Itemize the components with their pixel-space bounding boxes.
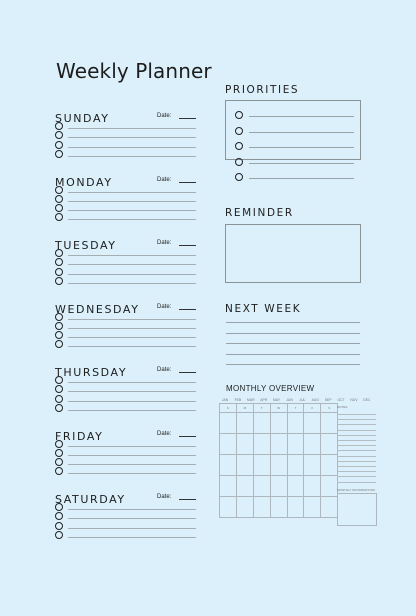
- month-label[interactable]: OCT: [337, 398, 345, 402]
- reminder-box[interactable]: [225, 224, 361, 283]
- checkbox-circle[interactable]: [235, 127, 243, 135]
- task-line[interactable]: [68, 210, 196, 211]
- calendar-day-cell[interactable]: [253, 497, 270, 518]
- note-line[interactable]: [337, 482, 376, 483]
- checkbox-circle[interactable]: [55, 249, 63, 257]
- task-line[interactable]: [68, 473, 196, 474]
- month-label[interactable]: JUL: [299, 398, 306, 402]
- month-label[interactable]: SEP: [324, 398, 332, 402]
- checkbox-circle[interactable]: [55, 385, 63, 393]
- checkbox-circle[interactable]: [55, 258, 63, 266]
- task-line[interactable]: [68, 455, 196, 456]
- task-row: [55, 512, 196, 521]
- calendar-day-cell[interactable]: [220, 455, 237, 476]
- date-label: Date:: [157, 176, 172, 183]
- note-line[interactable]: [337, 450, 376, 451]
- task-line[interactable]: [68, 391, 196, 392]
- note-line[interactable]: [337, 419, 376, 420]
- task-line[interactable]: [68, 346, 196, 347]
- weekday-header: S: [321, 404, 338, 413]
- checkbox-circle[interactable]: [55, 458, 63, 466]
- priority-line[interactable]: [249, 147, 354, 148]
- monthly-info-label: MONTHLY INFORMATIONS: [337, 488, 376, 492]
- checkbox-circle[interactable]: [55, 150, 63, 158]
- day-block: [55, 430, 196, 482]
- priorities-box: [225, 100, 361, 160]
- day-name: WEDNESDAY: [55, 302, 140, 316]
- task-row: [55, 131, 196, 140]
- task-row: [55, 186, 196, 195]
- checkbox-circle[interactable]: [55, 141, 63, 149]
- day-name: SUNDAY: [55, 112, 110, 125]
- task-row: [55, 395, 196, 404]
- task-row: [55, 249, 196, 258]
- priority-line[interactable]: [249, 163, 354, 164]
- calendar-day-cell[interactable]: [270, 497, 287, 518]
- month-label[interactable]: JAN: [221, 398, 229, 402]
- weekday-header: W: [270, 404, 287, 413]
- task-line[interactable]: [68, 382, 196, 383]
- note-line[interactable]: [337, 476, 376, 477]
- task-line[interactable]: [68, 328, 196, 329]
- date-line[interactable]: [179, 309, 196, 310]
- task-line[interactable]: [68, 274, 196, 275]
- task-line[interactable]: [68, 219, 196, 220]
- checkbox-circle[interactable]: [235, 158, 243, 166]
- day-block: [55, 239, 196, 291]
- day-name: TUESDAY: [55, 239, 117, 252]
- date-line[interactable]: [179, 372, 196, 373]
- task-line[interactable]: [68, 192, 196, 193]
- checkbox-circle[interactable]: [55, 204, 63, 212]
- task-line[interactable]: [68, 201, 196, 202]
- next-week-title: NEXT WEEK: [225, 303, 302, 315]
- date-label: Date:: [157, 367, 172, 373]
- priority-row: [235, 173, 354, 182]
- day-name: FRIDAY: [55, 429, 104, 443]
- task-line[interactable]: [68, 528, 196, 529]
- task-row: [55, 122, 196, 131]
- task-row: [55, 195, 196, 204]
- month-label[interactable]: JUN: [286, 398, 293, 402]
- checkbox-circle[interactable]: [55, 213, 63, 221]
- task-line[interactable]: [68, 128, 196, 129]
- checkbox-circle[interactable]: [55, 268, 63, 276]
- monthly-info-box[interactable]: [337, 493, 377, 526]
- task-row: [55, 268, 196, 277]
- calendar-day-cell[interactable]: [287, 455, 304, 476]
- date-label: Date:: [157, 113, 172, 119]
- task-line[interactable]: [68, 156, 196, 157]
- calendar-day-cell[interactable]: [304, 455, 321, 476]
- calendar-day-cell[interactable]: [253, 434, 270, 455]
- checkbox-circle[interactable]: [55, 331, 63, 339]
- task-row: [55, 322, 196, 331]
- calendar-day-cell[interactable]: [270, 434, 287, 455]
- monthly-calendar: [219, 403, 338, 518]
- task-line[interactable]: [68, 446, 196, 447]
- day-block: [55, 366, 196, 418]
- checkbox-circle[interactable]: [55, 449, 63, 457]
- calendar-day-cell[interactable]: [304, 476, 321, 497]
- reminder-title: REMINDER: [225, 207, 294, 219]
- month-label[interactable]: AUG: [311, 398, 319, 402]
- task-row: [55, 258, 196, 267]
- task-line[interactable]: [68, 509, 196, 510]
- priority-line[interactable]: [249, 132, 354, 133]
- calendar-day-cell[interactable]: [253, 476, 270, 497]
- next-week-line[interactable]: [226, 322, 360, 323]
- task-row: [55, 331, 196, 340]
- next-week-line[interactable]: [226, 354, 360, 355]
- calendar-day-cell[interactable]: [236, 434, 253, 455]
- task-line[interactable]: [68, 319, 196, 320]
- task-line[interactable]: [68, 137, 196, 138]
- task-row: [55, 313, 196, 322]
- task-row: [55, 458, 196, 467]
- checkbox-circle[interactable]: [55, 531, 63, 539]
- date-line[interactable]: [179, 436, 196, 437]
- task-row: [55, 141, 196, 150]
- date-line[interactable]: [179, 245, 196, 246]
- weekday-header: F: [304, 404, 321, 413]
- checkbox-circle[interactable]: [55, 522, 63, 530]
- calendar-day-cell[interactable]: [270, 413, 287, 434]
- checkbox-circle[interactable]: [55, 313, 63, 321]
- checkbox-circle[interactable]: [55, 122, 63, 130]
- note-line[interactable]: [337, 414, 376, 415]
- notes-label: NOTES: [337, 405, 348, 409]
- priority-row: [235, 111, 354, 120]
- task-line[interactable]: [68, 147, 196, 148]
- calendar-day-cell[interactable]: [321, 455, 338, 476]
- task-line[interactable]: [68, 283, 196, 284]
- checkbox-circle[interactable]: [55, 195, 63, 203]
- calendar-day-cell[interactable]: [270, 476, 287, 497]
- checkbox-circle[interactable]: [55, 277, 63, 285]
- weekday-header: S: [220, 404, 237, 413]
- note-line[interactable]: [337, 430, 376, 431]
- priority-row: [235, 127, 354, 136]
- calendar-day-cell[interactable]: [253, 413, 270, 434]
- calendar-day-cell[interactable]: [236, 497, 253, 518]
- date-label: Date:: [157, 494, 172, 500]
- task-row: [55, 440, 196, 449]
- priorities-title: PRIORITIES: [225, 84, 300, 96]
- calendar-day-cell[interactable]: [220, 413, 237, 434]
- monthly-overview-title: MONTHLY OVERVIEW: [226, 384, 315, 393]
- date-line[interactable]: [179, 182, 196, 183]
- month-label[interactable]: APR: [260, 398, 268, 402]
- day-name: THURSDAY: [55, 366, 128, 379]
- task-line[interactable]: [68, 410, 196, 411]
- task-line[interactable]: [68, 464, 196, 465]
- calendar-day-cell[interactable]: [270, 455, 287, 476]
- task-row: [55, 150, 196, 159]
- task-row: [55, 340, 196, 349]
- month-label[interactable]: MAY: [273, 398, 281, 402]
- checkbox-circle[interactable]: [55, 467, 63, 475]
- month-label[interactable]: DEC: [363, 398, 371, 402]
- task-line[interactable]: [68, 537, 196, 538]
- calendar-day-cell[interactable]: [321, 497, 338, 518]
- day-block: [55, 303, 196, 355]
- next-week-line[interactable]: [226, 333, 360, 334]
- date-label: Date:: [157, 303, 172, 310]
- task-row: [55, 449, 196, 458]
- task-row: [55, 204, 196, 213]
- month-label[interactable]: MAR: [247, 398, 255, 402]
- checkbox-circle[interactable]: [55, 440, 63, 448]
- task-line[interactable]: [68, 518, 196, 519]
- task-line[interactable]: [68, 255, 196, 256]
- calendar-day-cell[interactable]: [287, 476, 304, 497]
- next-week-line[interactable]: [226, 364, 360, 365]
- month-label[interactable]: NOV: [350, 398, 358, 402]
- checkbox-circle[interactable]: [55, 512, 63, 520]
- note-line[interactable]: [337, 471, 376, 472]
- calendar-day-cell[interactable]: [304, 497, 321, 518]
- calendar-day-cell[interactable]: [220, 476, 237, 497]
- checkbox-circle[interactable]: [235, 142, 243, 150]
- priority-line[interactable]: [249, 178, 354, 179]
- day-block: [55, 112, 196, 164]
- checkbox-circle[interactable]: [235, 111, 243, 119]
- day-block: [55, 176, 196, 228]
- task-row: [55, 404, 196, 413]
- calendar-day-cell[interactable]: [287, 434, 304, 455]
- note-line[interactable]: [337, 424, 376, 425]
- checkbox-circle[interactable]: [235, 173, 243, 181]
- calendar-day-cell[interactable]: [321, 413, 338, 434]
- day-name: MONDAY: [55, 175, 113, 189]
- weekday-header: M: [236, 404, 253, 413]
- task-line[interactable]: [68, 264, 196, 265]
- checkbox-circle[interactable]: [55, 131, 63, 139]
- next-week-line[interactable]: [226, 343, 360, 344]
- calendar-day-cell[interactable]: [236, 455, 253, 476]
- date-label: Date:: [157, 240, 172, 246]
- calendar-day-cell[interactable]: [321, 434, 338, 455]
- calendar-day-cell[interactable]: [304, 434, 321, 455]
- calendar-day-cell[interactable]: [220, 497, 237, 518]
- checkbox-circle[interactable]: [55, 376, 63, 384]
- calendar-day-cell[interactable]: [220, 434, 237, 455]
- note-line[interactable]: [337, 466, 376, 467]
- weekday-header: T: [253, 404, 270, 413]
- task-row: [55, 522, 196, 531]
- calendar-day-cell[interactable]: [236, 476, 253, 497]
- checkbox-circle[interactable]: [55, 322, 63, 330]
- day-name: SATURDAY: [55, 493, 126, 506]
- checkbox-circle[interactable]: [55, 340, 63, 348]
- task-row: [55, 213, 196, 222]
- priority-row: [235, 142, 354, 151]
- checkbox-circle[interactable]: [55, 503, 63, 511]
- note-line[interactable]: [337, 461, 376, 462]
- task-row: [55, 503, 196, 512]
- priority-row: [235, 158, 354, 167]
- date-line[interactable]: [179, 118, 196, 119]
- note-line[interactable]: [337, 435, 376, 436]
- note-line[interactable]: [337, 445, 376, 446]
- task-line[interactable]: [68, 337, 196, 338]
- task-row: [55, 277, 196, 286]
- task-row: [55, 467, 196, 476]
- task-row: [55, 376, 196, 385]
- calendar-day-cell[interactable]: [253, 455, 270, 476]
- calendar-day-cell[interactable]: [321, 476, 338, 497]
- task-line[interactable]: [68, 401, 196, 402]
- date-label: Date:: [157, 430, 172, 437]
- calendar-day-cell[interactable]: [236, 413, 253, 434]
- month-label[interactable]: FEB: [234, 398, 242, 402]
- task-row: [55, 385, 196, 394]
- date-line[interactable]: [179, 499, 196, 500]
- page-title: Weekly Planner: [56, 59, 212, 83]
- checkbox-circle[interactable]: [55, 404, 63, 412]
- note-line[interactable]: [337, 456, 376, 457]
- note-line[interactable]: [337, 440, 376, 441]
- task-row: [55, 531, 196, 540]
- calendar-day-cell[interactable]: [304, 413, 321, 434]
- weekday-header: T: [287, 404, 304, 413]
- checkbox-circle[interactable]: [55, 395, 63, 403]
- priority-line[interactable]: [249, 116, 354, 117]
- day-block: [55, 493, 196, 545]
- calendar-day-cell[interactable]: [287, 413, 304, 434]
- checkbox-circle[interactable]: [55, 186, 63, 194]
- calendar-day-cell[interactable]: [287, 497, 304, 518]
